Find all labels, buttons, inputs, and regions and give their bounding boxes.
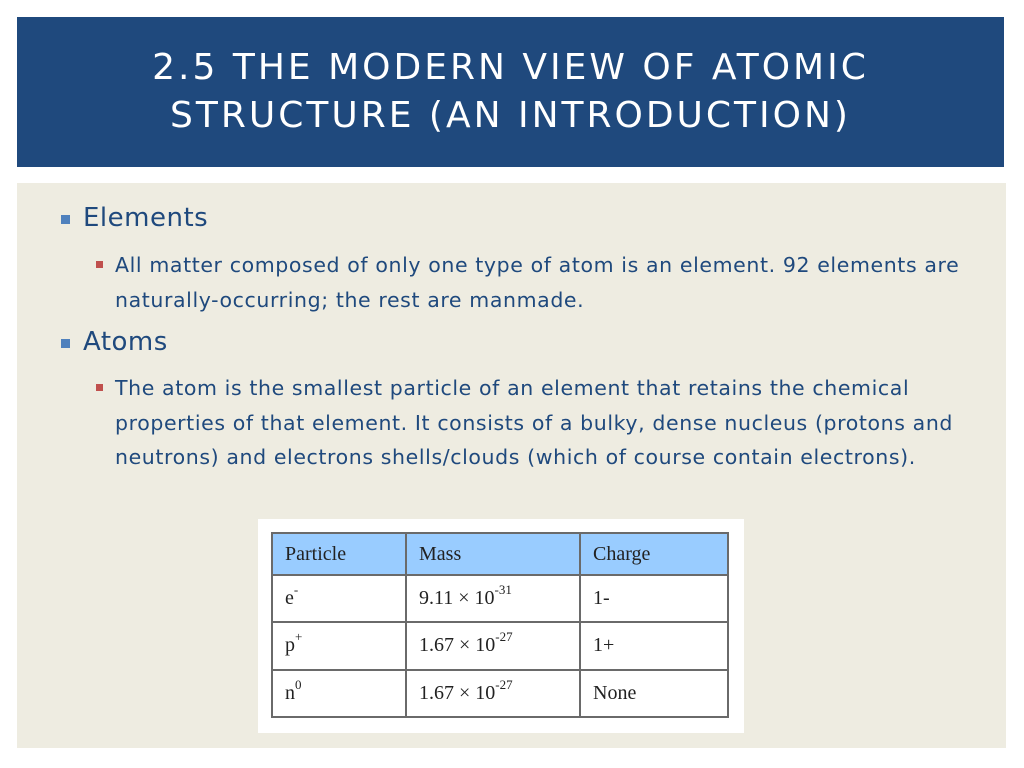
particle-table-image [258,519,744,733]
bullet-heading: Elements [83,203,209,233]
bullet-text: The atom is the smallest particle of an element that retains the chemical properties of that element. It consists of a bulky, dense nucleus (protons and neutrons) and electrons shells/clouds (which of course contain electrons). [115,376,954,469]
table-header-row [272,533,728,575]
table-row [272,622,728,669]
content-area [17,183,1006,748]
slide-title: 2.5 THE MODERN VIEW OF ATOMIC STRUCTURE (AN INTRODUCTION) [152,47,869,136]
particle-cell: p+ [272,622,406,669]
charge-cell: 1- [580,575,728,622]
square-bullet-icon [61,339,70,348]
bullet-heading: Atoms [83,327,168,357]
charge-cell: 1+ [580,622,728,669]
title-bar [17,17,1004,167]
header-particle: Particle [272,533,406,575]
charge-cell: None [580,670,728,717]
mass-cell: $1.67 \times 10^{-27}$ [406,622,580,669]
particle-cell: $n^0$ [272,670,406,717]
bullet-text: All matter composed of only one type of atom is an element. 92 elements are naturally-occurring; the rest are manmade. [115,253,960,312]
header-mass: Mass [406,533,580,575]
square-bullet-icon [96,261,103,268]
mass-cell: $9.11 \times 10^{-31}$ [406,575,580,622]
particle-cell: e- [272,575,406,622]
particle-table [271,532,729,718]
square-bullet-icon [96,384,103,391]
mass-cell: $1.67 \times 10^{-27}$ [406,670,580,717]
square-bullet-icon [61,215,70,224]
header-charge: Charge [580,533,728,575]
table-row [272,670,728,717]
table-row [272,575,728,622]
